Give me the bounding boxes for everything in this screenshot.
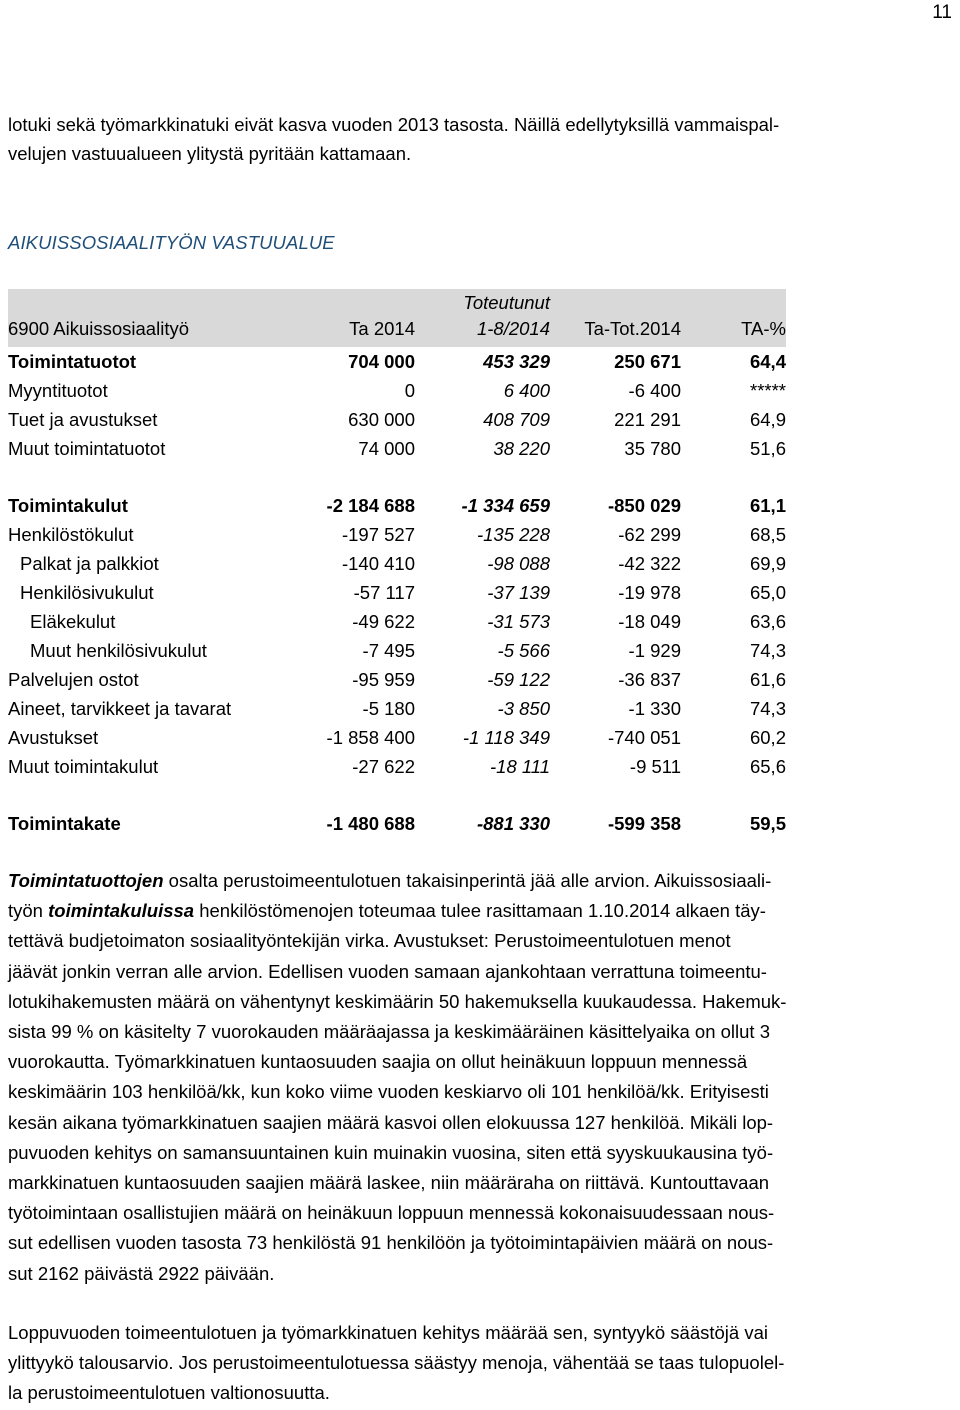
table-row [8,607,786,636]
header-ta-2014: Ta 2014 [349,318,415,339]
cell-percent: 68,5 [749,524,786,545]
text-line: lotuki sekä työmarkkinatuki eivät kasva vuoden 2013 tasosta. Näillä edellytyksillä vammaispal- [8,114,780,135]
table-row [8,520,786,549]
table-row [8,752,786,781]
header-percent: TA-% [741,318,786,339]
row-label: Henkilöstökulut [8,524,134,545]
row-label: Toimintakate [8,813,121,834]
text-line: Loppuvuoden toimeentulotuen ja työmarkkinatuen kehitys määrää sen, syntyykö säästöjä vai [8,1322,768,1343]
table-header [8,289,786,347]
header-label: 6900 Aikuissosiaalityö [8,318,189,339]
header-difference: Ta-Tot.2014 [584,318,681,339]
cell-difference: -1 929 [628,640,681,661]
cell-difference: -740 051 [607,727,681,748]
text-line: sut 2162 päivästä 2922 päivään. [8,1262,275,1284]
section-title: AIKUISSOSIAALITYÖN VASTUUALUE [8,232,335,253]
text-line: kesän aikana työmarkkinatuen saajien määrä kasvoi ollen elokuussa 127 henkilöä. Mikäli lop- [8,1111,774,1133]
cell-difference: -62 299 [618,524,681,545]
cell-difference: -36 837 [618,669,681,690]
cell-realized: -59 122 [487,669,550,690]
budget-table [8,289,786,838]
cell-ta: -5 180 [362,698,415,719]
text-line: keskimäärin 103 henkilöä/kk, kun koko viime vuoden keskiarvo oli 101 henkilöä/kk. Erityisesti [8,1081,769,1103]
cell-percent: 61,6 [749,669,786,690]
text-line [8,866,948,896]
cell-ta: 0 [404,380,415,401]
table-row [8,723,786,752]
cell-percent: 51,6 [749,438,786,459]
cell-ta: 630 000 [348,409,415,430]
cell-realized: 6 400 [503,380,550,401]
spacer [8,781,786,809]
row-label: Eläkekulut [30,611,116,632]
cell-ta: 704 000 [348,351,415,372]
cell-difference: 221 291 [614,409,681,430]
table-row [8,694,786,723]
income-section [8,347,786,463]
cell-realized: -1 334 659 [461,495,550,516]
text-fragment: osalta perustoimeentulotuen takaisinperintä jää alle arvion. Aikuissosiaali- [163,870,772,891]
cell-difference: -6 400 [628,380,681,401]
cell-ta: -140 410 [341,553,415,574]
row-label: Muut toimintatuotot [8,438,166,459]
text-fragment: työn [8,900,49,922]
cell-ta: 74 000 [358,438,415,459]
cell-realized: -5 566 [497,640,550,661]
row-label: Avustukset [8,727,99,748]
cell-realized: -31 573 [487,611,550,632]
cell-difference: -850 029 [607,495,681,516]
cell-percent: 74,3 [749,698,786,719]
cell-realized: -18 111 [490,756,550,777]
table-row [8,665,786,694]
cell-percent: 59,5 [749,813,786,834]
cell-realized: -1 118 349 [462,727,550,748]
text-line: vuorokautta. Työmarkkinatuen kuntaosuuden saajia on ollut heinäkuun loppuun mennessä [8,1051,748,1073]
cell-realized: -37 139 [487,582,550,603]
text-line: ylittyykö talousarvio. Jos perustoimeentulotuessa säästyy menoja, vähentää se taas tulopuolel- [8,1352,785,1374]
cell-percent: 65,0 [749,582,786,603]
text-fragment: henkilöstömenojen toteumaa tulee rasittamaan 1.10.2014 alkaen täy- [194,900,766,922]
cell-ta: -95 959 [352,669,415,690]
text-line: puvuoden kehitys on samansuuntainen kuin muinakin vuosina, siten että syyskuukausina työ- [8,1141,774,1163]
row-label: Toimintatuotot [8,351,137,372]
text-line: markkinatuen kuntaosuuden saajien määrä laskee, niin määräraha on riittävä. Kuntouttavaan [8,1172,770,1194]
cell-percent: 74,3 [749,640,786,661]
table-row [8,347,786,376]
row-label: Toimintakulut [8,495,128,516]
total-row [8,809,786,838]
row-label: Palvelujen ostot [8,669,139,690]
cell-percent: 61,1 [749,495,786,516]
cell-difference: -1 330 [628,698,681,719]
cell-difference: -42 322 [618,553,681,574]
text-line: sut edellisen vuoden tasosta 73 henkilöstä 91 henkilöön ja työtoimintapäivien määrä on nous- [8,1232,774,1254]
body-lines [8,926,948,1288]
table-row [8,578,786,607]
table-row [8,636,786,665]
table-row [8,405,786,434]
row-label: Myyntituotot [8,380,108,401]
analysis-paragraph [8,866,948,1289]
cell-percent: 60,2 [749,727,786,748]
table-row [8,549,786,578]
header-realized [463,290,550,342]
cell-percent: 64,4 [749,351,786,372]
page-number: 11 [932,2,952,23]
cell-ta: -27 622 [352,756,415,777]
cell-ta: -49 622 [352,611,415,632]
cell-realized: -98 088 [487,553,550,574]
cell-realized: -881 330 [476,813,550,834]
closing-paragraph [8,1318,948,1409]
cell-difference: 250 671 [614,351,681,372]
row-label: Tuet ja avustukset [8,409,158,430]
table-row [8,491,786,520]
row-label: Henkilösivukulut [20,582,154,603]
cell-percent: ***** [750,380,786,401]
cell-difference: -9 511 [629,756,681,777]
cell-realized: 38 220 [493,438,550,459]
cell-percent: 69,9 [749,553,786,574]
cell-percent: 64,9 [749,409,786,430]
text-line [8,896,948,926]
cell-percent: 63,6 [749,611,786,632]
cell-ta: -1 480 688 [326,813,415,834]
cell-ta: -197 527 [341,524,415,545]
row-label: Aineet, tarvikkeet ja tavarat [8,698,232,719]
cell-realized: 408 709 [483,409,550,430]
emphasis-income: Toimintatuottojen [8,870,164,891]
spacer [8,463,786,491]
text-line: sista 99 % on käsitelty 7 vuorokauden määräajassa ja keskimääräinen käsittelyaika on ollut 3 [8,1021,770,1043]
header-realized-line2: 1-8/2014 [476,318,550,339]
emphasis-expenses: toimintakuluissa [48,900,195,922]
cell-difference: -18 049 [618,611,681,632]
text-line: la perustoimeentulotuen valtionosuutta. [8,1382,330,1404]
cell-ta: -2 184 688 [326,495,415,516]
text-line: jäävät jonkin verran alle arvion. Edellisen vuoden samaan ajankohtaan verrattuna toimeentu- [8,960,767,982]
table-row [8,434,786,463]
text-line: velujen vastuualueen ylitystä pyritään kattamaan. [8,143,412,164]
row-label: Palkat ja palkkiot [20,553,159,574]
cell-difference: -19 978 [618,582,681,603]
cell-realized: -3 850 [497,698,550,719]
expense-section [8,491,786,781]
cell-realized: 453 329 [483,351,550,372]
cell-ta: -1 858 400 [326,727,415,748]
cell-ta: -57 117 [353,582,415,603]
table-row [8,376,786,405]
text-line: lotukihakemusten määrä on vähentynyt keskimäärin 50 hakemuksella kuukaudessa. Hakemuk- [8,990,787,1012]
cell-ta: -7 495 [362,640,415,661]
row-label: Muut toimintakulut [8,756,159,777]
text-line: työtoimintaan osallistujien määrä on heinäkuun loppuun mennessä kokonaisuudessaan nous- [8,1202,775,1224]
cell-percent: 65,6 [749,756,786,777]
cell-difference: 35 780 [624,438,681,459]
cell-realized: -135 228 [476,524,550,545]
cell-difference: -599 358 [607,813,681,834]
intro-paragraph [8,110,943,168]
header-realized-line1: Toteutunut [463,292,550,313]
row-label: Muut henkilösivukulut [30,640,207,661]
text-line: tettävä budjetoimaton sosiaalityöntekijän virka. Avustukset: Perustoimeentulotuen menot [8,930,731,952]
